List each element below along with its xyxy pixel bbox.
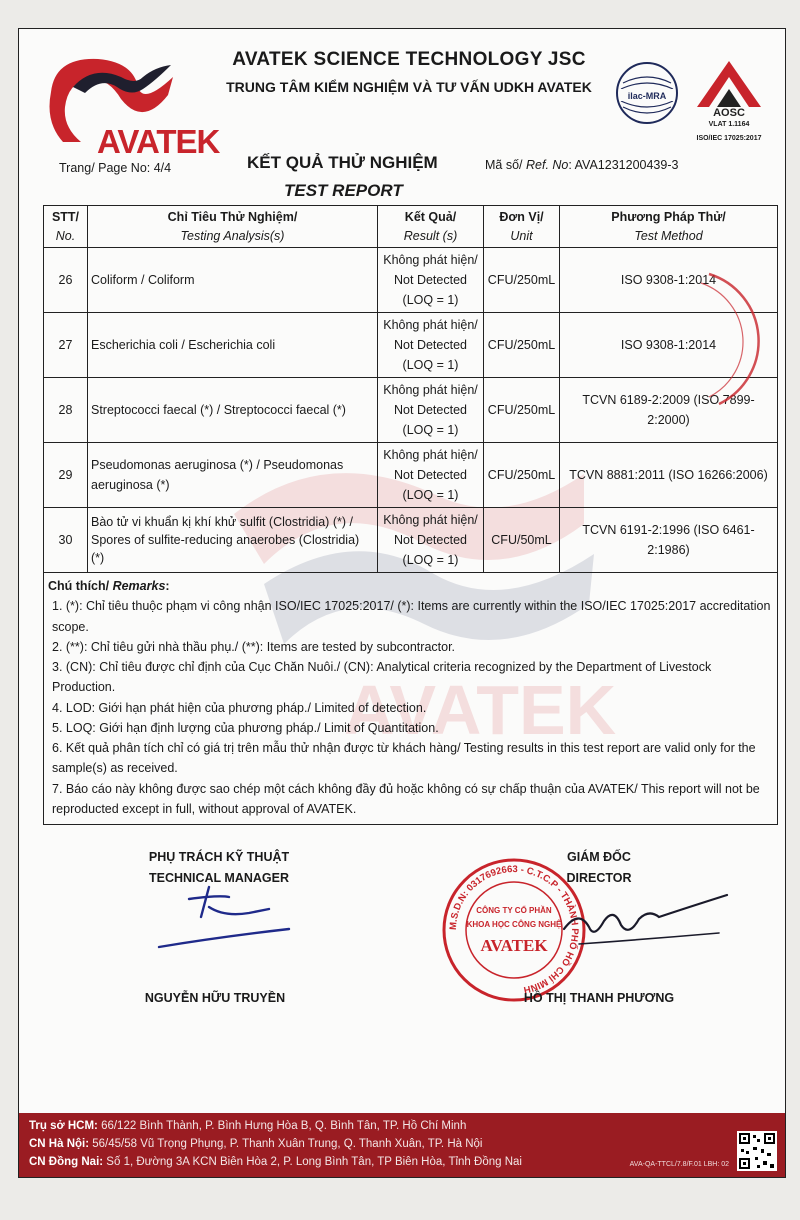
row-result: Không phát hiện/ Not Detected (LOQ = 1) xyxy=(378,443,484,508)
results-table xyxy=(43,205,778,573)
seal-line2: KHOA HỌC CÔNG NGHỆ xyxy=(466,920,562,929)
row-analysis: Streptococci faecal (*) / Streptococci faecal (*) xyxy=(88,378,378,443)
seal-brand: AVATEK xyxy=(480,936,548,955)
tech-title-vi: PHỤ TRÁCH KỸ THUẬT xyxy=(148,850,290,864)
table-header-row xyxy=(44,206,778,248)
avatek-logo xyxy=(43,47,220,160)
ilac-label: ilac-MRA xyxy=(627,91,667,101)
document-code: AVA-QA-TTCL/7.8/F.01 LBH: 02 xyxy=(629,1161,729,1169)
director-signature-icon xyxy=(559,889,729,949)
col-method-header: Phương Pháp Thử/ Test Method xyxy=(560,206,778,248)
footer-hcm: Trụ sở HCM: 66/122 Bình Thành, P. Bình Hưng Hòa B, Q. Bình Tân, TP. Hồ Chí Minh xyxy=(29,1120,467,1132)
tech-title-en: TECHNICAL MANAGER xyxy=(148,870,290,885)
vlat-code: VLAT 1.1164 xyxy=(708,121,750,128)
director-name: HỒ THỊ THANH PHƯƠNG xyxy=(523,991,675,1005)
table-row xyxy=(44,378,778,443)
row-result: Không phát hiện/ Not Detected (LOQ = 1) xyxy=(378,508,484,573)
table-row xyxy=(44,313,778,378)
row-analysis: Pseudomonas aeruginosa (*) / Pseudomonas aeruginosa (*) xyxy=(88,443,378,508)
row-method: TCVN 6189-2:2009 (ISO 7899-2:2000) xyxy=(560,378,778,443)
row-result: Không phát hiện/ Not Detected (LOQ = 1) xyxy=(378,248,484,313)
table-row xyxy=(44,248,778,313)
remark-item: 2. (**): Chỉ tiêu gửi nhà thầu phụ./ (**): Items are tested by subcontractor. xyxy=(52,639,456,654)
dir-title-en: DIRECTOR xyxy=(566,870,632,885)
report-title-en: TEST REPORT xyxy=(284,181,403,200)
row-no: 29 xyxy=(44,443,88,508)
footer-dongnai: CN Đồng Nai: Số 1, Đường 3A KCN Biên Hòa 2, P. Long Bình Tân, TP Biên Hòa, Tỉnh Đồng Nai xyxy=(29,1155,522,1168)
technical-manager-signature-icon xyxy=(149,877,299,957)
remark-item: 4. LOD: Giới hạn phát hiện của phương pháp./ Limited of detection. xyxy=(52,700,427,715)
row-no: 27 xyxy=(44,313,88,378)
row-analysis: Coliform / Coliform xyxy=(88,248,378,313)
row-result: Không phát hiện/ Not Detected (LOQ = 1) xyxy=(378,378,484,443)
report-title-vi: KẾT QUẢ THỬ NGHIỆM xyxy=(247,153,438,172)
tech-manager-name: NGUYỄN HỮU TRUYỀN xyxy=(144,991,286,1005)
remark-item: 6. Kết quả phân tích chỉ có giá trị trên mẫu thử nhận được từ khách hàng/ Testing results in this test report are valid only for the sample(s) as received. xyxy=(52,741,756,776)
row-no: 28 xyxy=(44,378,88,443)
logo-brand-text: AVATEK xyxy=(97,123,220,160)
row-unit: CFU/250mL xyxy=(484,313,560,378)
col-analysis-header: Chỉ Tiêu Thử Nghiệm/ Testing Analysis(s) xyxy=(88,206,378,248)
table-row xyxy=(44,443,778,508)
company-name: AVATEK SCIENCE TECHNOLOGY JSC xyxy=(232,49,586,70)
remarks-section xyxy=(43,568,778,825)
footer-addresses xyxy=(19,1113,785,1177)
center-name: TRUNG TÂM KIỂM NGHIỆM VÀ TƯ VẤN UDKH AVATEK xyxy=(226,79,592,95)
col-result-header: Kết Quả/ Result (s) xyxy=(378,206,484,248)
row-unit: CFU/250mL xyxy=(484,248,560,313)
remark-item: 5. LOQ: Giới hạn định lượng của phương pháp./ Limit of Quantitation. xyxy=(52,720,439,735)
page-number: Trang/ Page No: 4/4 xyxy=(59,161,172,175)
row-unit: CFU/50mL xyxy=(484,508,560,573)
qr-code-icon xyxy=(737,1131,777,1171)
row-analysis: Escherichia coli / Escherichia coli xyxy=(88,313,378,378)
remark-item: 1. (*): Chỉ tiêu thuộc phạm vi công nhận ISO/IEC 17025:2017/ (*): Items are currently within the ISO/IEC 17025:2017 accreditation scope. xyxy=(52,599,771,634)
row-method: TCVN 8881:2011 (ISO 16266:2006) xyxy=(560,443,778,508)
row-no: 30 xyxy=(44,508,88,573)
partial-stamp-icon xyxy=(699,269,769,409)
remarks-title: Chú thích/ Remarks: xyxy=(48,579,170,593)
row-analysis: Bào tử vi khuẩn kị khí khử sulfit (Clostridia) (*) / Spores of sulfite-reducing anaerobes (Clostridia) (*) xyxy=(88,508,378,573)
row-method: ISO 9308-1:2014 xyxy=(560,313,778,378)
seal-line1: CÔNG TY CỔ PHẦN xyxy=(476,906,552,915)
iso-mark: ISO/IEC 17025:2017 xyxy=(696,135,762,142)
seal-ring-text: M.S.D.N: 0317692663 - C.T.C.P - THÀNH PHỐ HỒ CHÍ MINH xyxy=(447,863,581,996)
row-method: ISO 9308-1:2014 xyxy=(560,248,778,313)
test-report-page xyxy=(18,28,786,1178)
row-unit: CFU/250mL xyxy=(484,443,560,508)
row-no: 26 xyxy=(44,248,88,313)
dir-title-vi: GIÁM ĐỐC xyxy=(567,850,631,864)
ref-number: Mã số/ Ref. No: AVA1231200439-3 xyxy=(485,158,679,172)
row-method: TCVN 6191-2:1996 (ISO 6461-2:1986) xyxy=(560,508,778,573)
company-header xyxy=(179,49,639,95)
remark-item: 3. (CN): Chỉ tiêu được chỉ định của Cục Chăn Nuôi./ (CN): Analytical criteria recognized by the Department of Livestock Production. xyxy=(52,660,712,695)
footer-hanoi: CN Hà Nội: 56/45/58 Vũ Trọng Phụng, P. Thanh Xuân Trung, Q. Thanh Xuân, TP. Hà Nội xyxy=(29,1137,483,1150)
table-row xyxy=(44,508,778,573)
aosc-label: AOSC xyxy=(713,107,745,117)
col-no-header: STT/ No. xyxy=(44,206,88,248)
aosc-logo-icon xyxy=(687,57,771,117)
col-unit-header: Đơn Vị/ Unit xyxy=(484,206,560,248)
row-unit: CFU/250mL xyxy=(484,378,560,443)
svg-text:AVATEK: AVATEK xyxy=(344,671,617,749)
row-result: Không phát hiện/ Not Detected (LOQ = 1) xyxy=(378,313,484,378)
ilac-mra-icon xyxy=(615,61,679,125)
remark-item: 7. Báo cáo này không được sao chép một cách không đầy đủ hoặc không có sự chấp thuận của AVATEK/ This report will not be reproducted except in full, without approval of AVATEK. xyxy=(52,781,760,816)
